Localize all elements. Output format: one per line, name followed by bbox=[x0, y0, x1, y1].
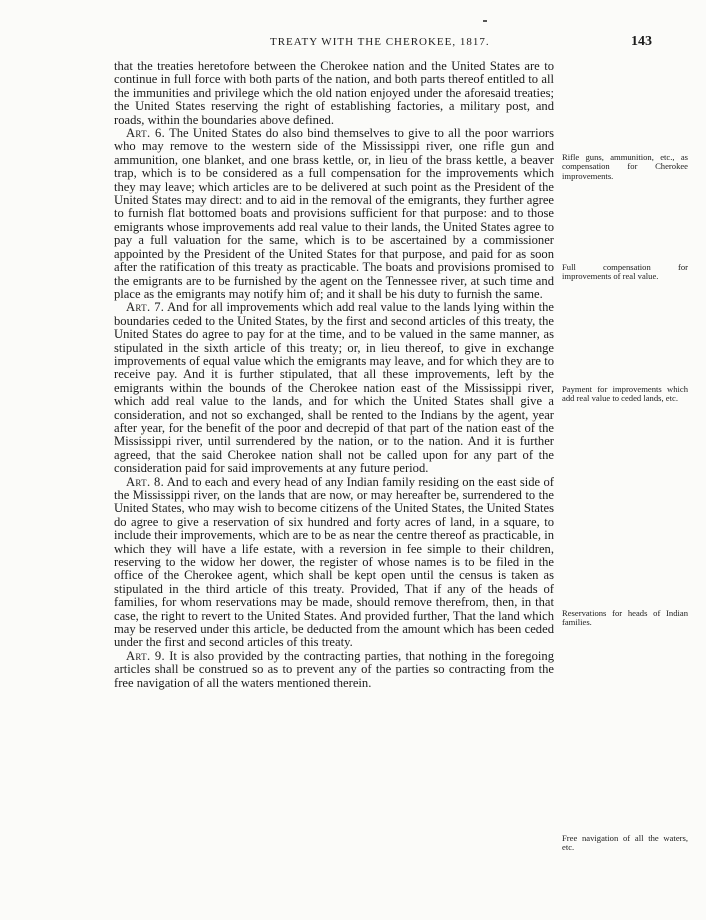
article-text: And for all improvements which add real value to the lands lying within the boundaries ceded to the United States, by the first and second articles of this treaty, the United States do agree to pay for at the time, and to be valued in the same manner, as stipulated in the sixth article of this treaty; or, in lieu thereof, to give in exchange improvements of equal value which the emigrants may leave, and for which they are to receive pay. And it is further stipulated, that all these improvements, left by the emigrants within the bounds of the Cherokee nation east of the Mississippi river, which add real value to the lands, and for which the United States shall give a consideration, and not so exchanged, shall be rented to the Indians by the agent, year after year, for the benefit of the poor and decrepid of that part of the nation east of the Mississippi river, until surrendered by the nation, or to the nation. And it is further agreed, that the said Cherokee nation shall not be called upon for any part of the consideration paid for said improvements at any future period. bbox=[114, 300, 554, 476]
article-7 bbox=[114, 301, 554, 475]
margin-note-rifle-guns: Rifle guns, ammunition, etc., as compensation for Cherokee improvements. bbox=[562, 152, 688, 181]
article-label: Art. 9. bbox=[126, 648, 165, 663]
article-label: Art. 7. bbox=[126, 300, 165, 315]
intro-paragraph: that the treaties heretofore between the Cherokee nation and the United States are to continue in full force with both parts of the nation, and both parts thereof entitled to all the immunities and privilege which the old nation enjoyed under the aforesaid treaties; the United States reserving the right of establishing factories, a military post, and roads, within the boundaries above defined. bbox=[114, 59, 554, 127]
article-label: Art. 8. bbox=[126, 474, 165, 489]
treaty-text bbox=[114, 60, 554, 690]
article-8 bbox=[114, 476, 554, 650]
running-title: TREATY WITH THE CHEROKEE, 1817. bbox=[270, 36, 490, 48]
article-text: And to each and every head of any Indian family residing on the east side of the Mississippi river, on the lands that are now, or may hereafter be, surrendered to the United States, who may wish to become citizens of the United States, the United States do agree to give a reservation of six hundred and forty acres of land, in a square, to include their improvements, which are to be as near the centre thereof as practicable, in which they will have a life estate, with a reversion in fee simple to their children, reserving to the widow her dower, the register of whose names is to be filed in the office of the Cherokee agent, which shall be kept open until the census is taken as stipulated in the third article of this treaty. Provided, That if any of the heads of families, for whom reservations may be made, should remove therefrom, then, in that case, the right to revert to the United States. And provided further, That the land which may be reserved under this article, be deducted from the amount which has been ceded under the first and second articles of this treaty. bbox=[114, 474, 554, 650]
article-text: It is also provided by the contracting parties, that nothing in the foregoing articles shall be construed so as to prevent any of the parties so contracting from the free navigation of all the waters mentioned therein. bbox=[114, 648, 554, 690]
article-9 bbox=[114, 650, 554, 690]
margin-note-full-compensation: Full compensation for improvements of real value. bbox=[562, 262, 688, 282]
print-mark bbox=[483, 20, 487, 22]
article-6 bbox=[114, 127, 554, 301]
margin-note-payment-improvements: Payment for improvements which add real value to ceded lands, etc. bbox=[562, 384, 688, 404]
margin-note-free-navigation: Free navigation of all the waters, etc. bbox=[562, 833, 688, 853]
page-number: 143 bbox=[631, 34, 652, 49]
margin-note-reservations: Reservations for heads of Indian families. bbox=[562, 608, 688, 628]
article-label: Art. 6. bbox=[126, 126, 166, 141]
running-header bbox=[0, 36, 706, 52]
article-text: The United States do also bind themselves to give to all the poor warriors who may remove to the western side of the Mississippi river, one rifle gun and ammunition, one blanket, and one brass kettle, or, in lieu of the brass kettle, a beaver trap, which is to be considered as a full compensation for the improvements which they may leave; which articles are to be delivered at such point as the President of the United States may direct: and to aid in the removal of the emigrants, they further agree to furnish flat bottomed boats and provisions sufficient for that purpose: and to those emigrants whose improvements add real value to their lands, the United States agree to pay a full valuation for the same, which is to be ascertained by a commissioner appointed by the President of the United States for that purpose, and paid for as soon after the ratification of this treaty as practicable. The boats and provisions promised to the emigrants are to be furnished by the agent on the Tennessee river, at such time and place as the emigrants may notify him of; and it shall be his duty to furnish the same. bbox=[114, 126, 554, 301]
